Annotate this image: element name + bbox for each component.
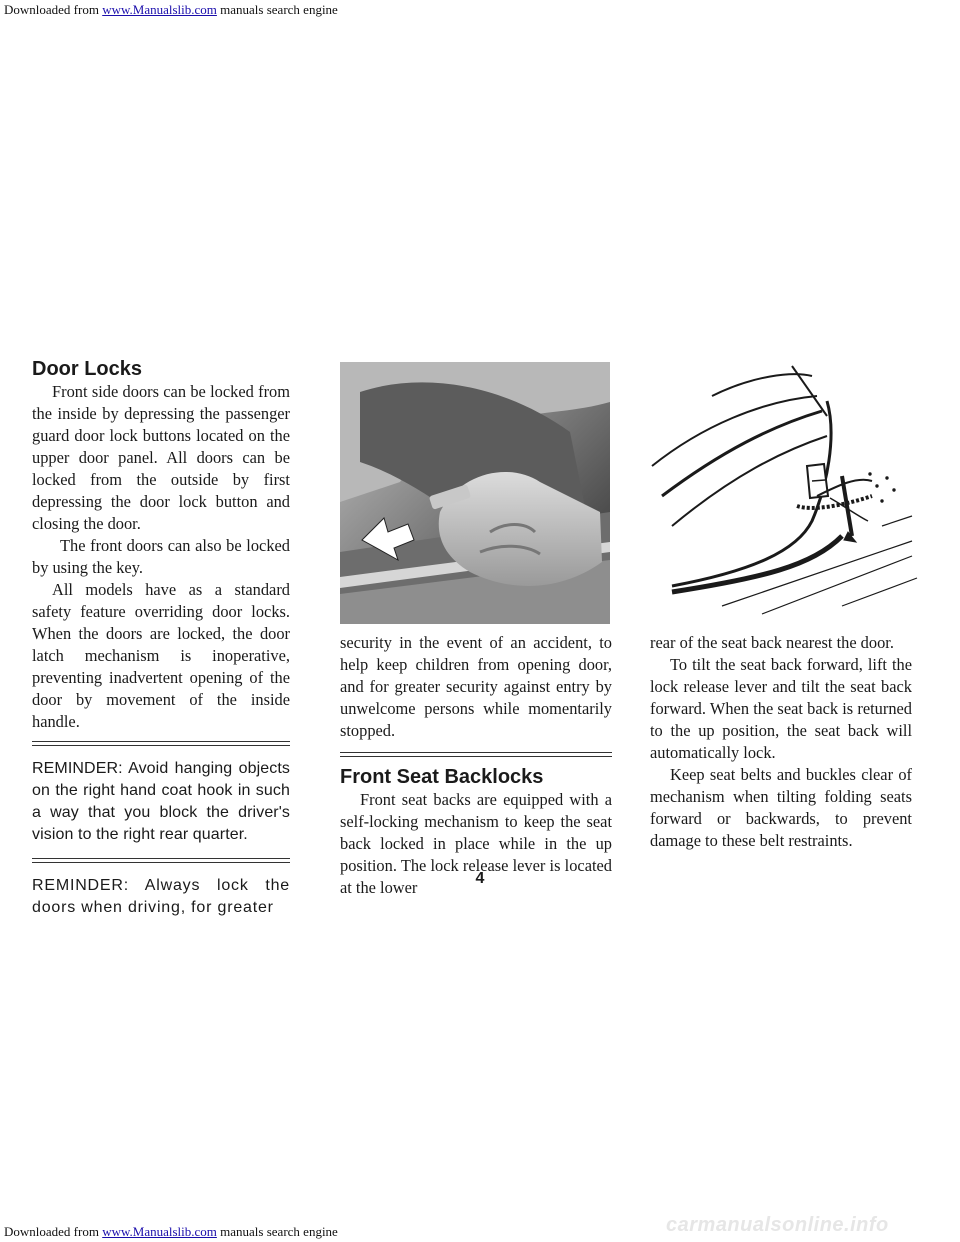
middle-column — [340, 632, 612, 899]
right-continued-text: rear of the seat back nearest the door. — [650, 633, 894, 652]
tilt-seat-paragraph: To tilt the seat back forward, lift the lock release lever and tilt the seat back forward. When the seat back is returned to the up position, the seat back will automatically lock. — [650, 655, 912, 762]
door-locks-paragraph-2: The front doors can also be locked by using the key. — [32, 536, 290, 577]
seat-backlock-lever-photo — [340, 362, 610, 624]
reminder-lock-doors: REMINDER: Always lock the doors when driving, for greater — [32, 877, 290, 916]
door-locks-paragraph-1: Front side doors can be locked from the inside by depressing the passenger guard door lock buttons located on the upper door panel. All doors can be locked from the outside by first depressing the door lock button and closing the door. — [32, 382, 290, 533]
page-number: 4 — [475, 870, 485, 887]
divider — [32, 858, 290, 863]
right-column — [650, 632, 912, 852]
door-locks-paragraph-3: All models have as a standard safety feature overriding door locks. When the doors are locked, the door latch mechanism is inoperative, preventing inadvertent opening of the door by movement of the inside handle. — [32, 580, 290, 731]
footer-suffix: manuals search engine — [216, 1224, 338, 1239]
left-column — [32, 357, 290, 919]
header-prefix: Downloaded from — [4, 2, 103, 17]
divider — [340, 752, 612, 757]
security-continued-text: security in the event of an accident, to help keep children from opening door, and for greater security against entry by unwelcome persons while momentarily stopped. — [340, 633, 612, 740]
manualslib-link[interactable]: www.Manualslib.com — [102, 1224, 217, 1239]
reminder-coat-hook: REMINDER: Avoid hanging objects on the right hand coat hook in such a way that you block the driver's vision to the right rear quarter. — [32, 760, 290, 843]
manualslib-link[interactable]: www.Manualslib.com — [102, 2, 217, 17]
footer-download-line — [4, 1224, 338, 1240]
header-download-line — [4, 2, 338, 18]
watermark-logo: carmanualsonline.info — [666, 1214, 889, 1236]
header-suffix: manuals search engine — [216, 2, 338, 17]
backlocks-paragraph-1: Front seat backs are equipped with a self-locking mechanism to keep the seat back locked in place while in the up position. The lock release lever is located at the lower — [340, 790, 612, 897]
seat-belt-paragraph: Keep seat belts and buckles clear of mechanism when tilting folding seats forward or backwards, to prevent damage to these belt restraints. — [650, 765, 912, 850]
front-seat-backlocks-heading: Front Seat Backlocks — [340, 766, 544, 788]
door-locks-heading: Door Locks — [32, 358, 143, 380]
seat-backlock-line-drawing — [612, 356, 930, 622]
divider — [32, 741, 290, 746]
footer-prefix: Downloaded from — [4, 1224, 103, 1239]
